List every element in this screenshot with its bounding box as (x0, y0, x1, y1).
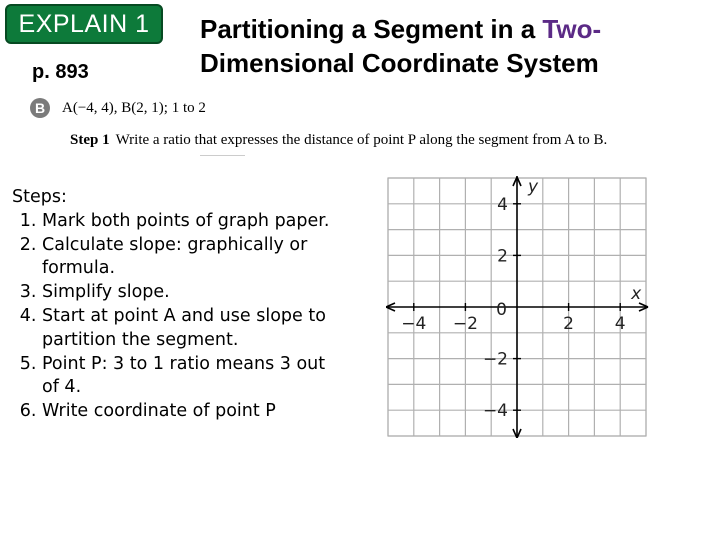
part-b-icon: B (30, 98, 50, 118)
coordinate-grid (386, 176, 650, 438)
x-tick-label: −4 (401, 314, 427, 334)
x-tick-label: −2 (452, 314, 478, 334)
step-one (70, 132, 607, 149)
steps-list (12, 186, 347, 424)
step-item: 5. Point P: 3 to 1 ratio means 3 out of 4. (42, 353, 347, 401)
step-item: 2. Calculate slope: graphically or formula. (42, 234, 347, 282)
problem-statement (30, 96, 206, 120)
page-title (200, 12, 705, 80)
explain-badge: EXPLAIN 1 (5, 4, 163, 44)
step-item: 6. Write coordinate of point P (42, 400, 347, 424)
x-tick-label: 2 (563, 314, 575, 334)
step-item: 1. Mark both points of graph paper. (42, 210, 347, 234)
problem-text: A(−4, 4), B(2, 1); 1 to 2 (62, 99, 206, 116)
y-tick-label: −2 (482, 349, 508, 370)
y-tick-label: 4 (497, 194, 508, 215)
y-tick-label: 2 (497, 246, 508, 267)
y-axis-label: y (527, 177, 539, 197)
origin-label: 0 (496, 300, 507, 320)
y-tick-label: −4 (482, 401, 508, 422)
steps-heading: Steps: (12, 187, 67, 207)
title-accent: Two- (542, 14, 602, 44)
x-tick-label: 4 (614, 314, 626, 334)
step-item: 3. Simplify slope. (42, 281, 347, 305)
step-label: Step 1 (70, 132, 110, 148)
step-text: Write a ratio that expresses the distance of point P along the segment from A to B. (115, 132, 608, 148)
x-axis-label: x (631, 284, 642, 304)
divider (200, 155, 245, 156)
title-main: Partitioning a Segment in a (200, 14, 543, 44)
page-reference: p. 893 (32, 61, 89, 83)
step-item: 4. Start at point A and use slope to partition the segment. (42, 305, 347, 353)
title-rest: Dimensional Coordinate System (200, 48, 599, 78)
